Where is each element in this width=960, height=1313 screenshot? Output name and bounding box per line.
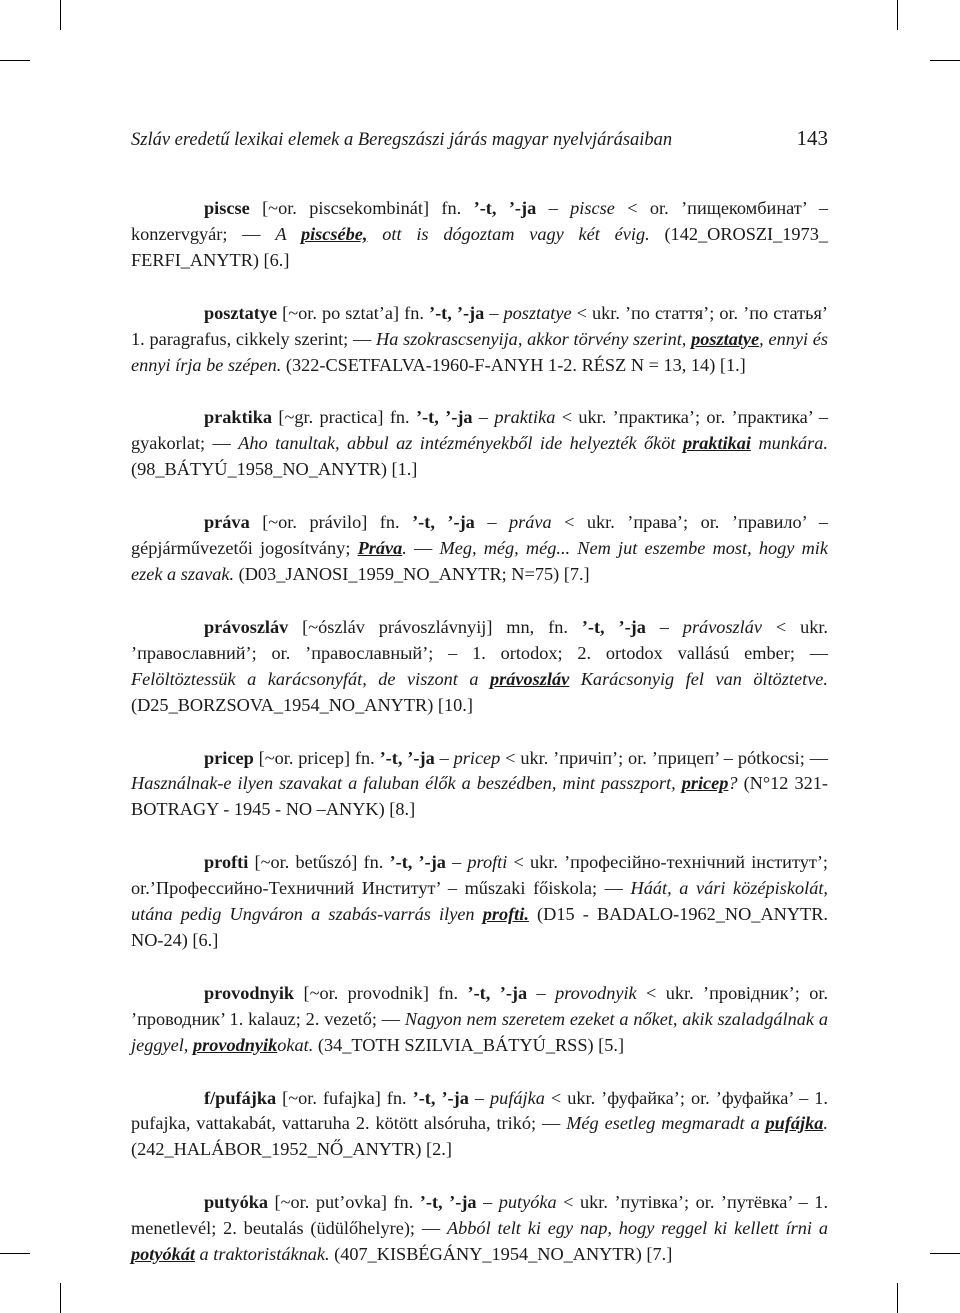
dash: –	[434, 747, 454, 768]
definition: < ukr. ’фуфайка’; or. ’фуфайка’ – 1. pufajka, vattakabát, vattaruha 2. kötött alsóruha, trikó; ––	[131, 1087, 828, 1134]
crop-mark-top-right	[897, 0, 898, 30]
definition: < ukr. ’права’; or. ’правило’ – gépjárművezetői jogosítvány;	[131, 512, 829, 559]
crop-mark-left-lower	[0, 1253, 30, 1254]
example-text: .	[823, 1113, 828, 1134]
headword: práva	[204, 512, 250, 533]
dictionary-entry	[131, 1086, 828, 1164]
etymology: [~or. provodnik] fn.	[294, 982, 468, 1003]
dictionary-entry	[131, 301, 828, 379]
source-reference: (34_TOTH SZILVIA_BÁTYÚ_RSS) [5.]	[313, 1034, 625, 1055]
example-emphasis: posztatye	[691, 328, 760, 349]
definition: < ukr. ’провідник’; or. ’проводник’ 1. kalauz; 2. vezető; ––	[131, 982, 829, 1029]
source-reference: (D25_BORZSOVA_1954_NO_ANYTR) [10.]	[131, 694, 473, 715]
dash: –	[645, 616, 683, 637]
suffixes: ’-t, ’-ja	[415, 407, 473, 428]
crop-mark-bottom-left	[60, 1283, 61, 1313]
example-text: Háát, a vári középiskolát, utána pedig Ungváron a szabás-varrás ilyen	[131, 878, 828, 925]
definition: < ukr. ’по статтяʼ; or. ’по статья’ 1. paragrafus, cikkely szerint; ––	[131, 302, 829, 349]
example-text: ott is dógoztam vagy két évig.	[367, 223, 650, 244]
dialect-form: právoszláv	[682, 616, 763, 637]
dash: –	[536, 198, 571, 218]
example-emphasis: praktikai	[682, 433, 752, 454]
dash: –	[484, 302, 504, 323]
running-title: Szláv eredetű lexikai elemek a Beregszászi járás magyar nyelvjárásaiban	[131, 130, 673, 150]
source-reference: (D15 - BADALO-1962_NO_ANYTR. NO-24) [6.]	[131, 904, 828, 950]
example-text: . –– Meg, még, még... Nem jut eszembe most, hogy mik ezek a szavak.	[131, 538, 828, 584]
page-number: 143	[796, 126, 828, 150]
example-emphasis: pricep	[681, 773, 729, 794]
crop-mark-right-upper	[930, 60, 960, 61]
example-text: okat.	[277, 1034, 314, 1055]
headword: pricep	[204, 747, 254, 768]
etymology: [~or. pricep] fn.	[253, 747, 380, 768]
example-text: Ha szokrascsenyija, akkor törvény szerint,	[376, 328, 692, 349]
running-header	[131, 124, 828, 160]
definition: < ukr. ’путівка’; or. ’путёвка’ – 1. menetlevél; 2. beutalás (üdülőhelyre); ––	[131, 1192, 829, 1239]
dash: –	[472, 407, 495, 428]
dialect-form: práva	[508, 512, 552, 533]
example-text: Abból telt ki egy nap, hogy reggel ki kellett írni a	[446, 1218, 828, 1239]
etymology: [~or. právilo] fn.	[249, 512, 413, 533]
etymology: [~or. po sztat’a] fn.	[277, 302, 429, 323]
dialect-form: profti	[467, 852, 508, 873]
source-reference: (142_OROSZI_1973_ FERFI_ANYTR) [6.]	[131, 223, 828, 270]
suffixes: ’-t, ’-ja	[581, 616, 646, 637]
dictionary-entry	[131, 405, 828, 483]
etymology: [~ószláv právoszlávnyij] mn, fn.	[288, 616, 582, 637]
suffixes: ’-t, ’-ja	[473, 198, 537, 218]
headword: posztatye	[204, 302, 278, 323]
example-emphasis: profti.	[482, 904, 529, 925]
dash: –	[468, 1087, 491, 1108]
suffixes: ’-t, ’-ja	[428, 302, 485, 323]
crop-mark-bottom-right	[897, 1283, 898, 1313]
example-text: , ennyi és ennyi írja be szépen.	[131, 328, 829, 375]
example-text: Még esetleg megmaradt a	[566, 1113, 766, 1134]
example-sentence	[566, 1113, 828, 1133]
source-reference: (N°12 321-BOTRAGY - 1945 - NO –ANYK) [8.]	[131, 773, 828, 820]
headword: provodnyik	[204, 982, 295, 1003]
dialect-form: pufájka	[490, 1087, 545, 1108]
crop-mark-left-upper	[0, 60, 30, 61]
example-text: Aho tanultak, abbul az intézményekből ide helyezték őköt	[238, 433, 683, 454]
source-reference: (242_HALÁBOR_1952_NŐ_ANYTR) [2.]	[131, 1139, 452, 1160]
definition: < or. ’пищекомбинат’ – konzervgyár; ––	[131, 198, 828, 244]
suffixes: ’-t, ’-ja	[467, 982, 528, 1003]
example-sentence	[275, 224, 649, 244]
dictionary-body	[131, 196, 828, 1295]
dictionary-entry	[131, 1190, 828, 1268]
headword: piscse	[204, 198, 250, 218]
suffixes: ’-t, ’-ja	[419, 1192, 477, 1213]
example-text: Felöltöztessük a karácsonyfát, de viszont a	[131, 668, 490, 689]
example-text: a traktoristáknak.	[194, 1244, 330, 1265]
dialect-form: pricep	[453, 747, 501, 768]
example-emphasis: Práva	[357, 538, 403, 559]
definition: < ukr. ’професійно-технічний інститут’; or.’Профессийно-Техничний Институт’ – műszaki főiskola; ––	[131, 852, 829, 899]
suffixes: ’-t, ’-ja	[412, 512, 475, 533]
etymology: [~or. put’ovka] fn.	[268, 1192, 420, 1213]
dialect-form: praktika	[494, 407, 556, 428]
etymology: [~gr. practica] fn.	[272, 407, 416, 428]
dictionary-entry	[131, 196, 828, 274]
dialect-form: piscse	[570, 198, 615, 218]
example-emphasis: potyókát	[131, 1244, 195, 1265]
dash: –	[476, 1192, 499, 1213]
example-text: ?	[728, 773, 738, 794]
headword: právoszláv	[204, 616, 289, 637]
headword: praktika	[204, 407, 273, 428]
source-reference: (322-CSETFALVA-1960-F-ANYH 1-2. RÉSZ N = 13, 14) [1.]	[281, 354, 746, 375]
etymology: [~or. betűszó] fn.	[248, 852, 390, 873]
headword: putyóka	[204, 1192, 269, 1213]
suffixes: ’-t, ’-ja	[379, 747, 435, 768]
source-reference: (98_BÁTYÚ_1958_NO_ANYTR) [1.]	[131, 459, 418, 480]
crop-mark-top-left	[60, 0, 61, 30]
headword: profti	[204, 852, 249, 873]
dictionary-entry	[131, 615, 828, 719]
dash: –	[474, 512, 509, 533]
etymology: [~or. piscsekombinát] fn.	[249, 198, 474, 218]
example-text: Nagyon nem szeretem ezeket a nőket, akik szaladgálnak a jeggyel,	[131, 1008, 828, 1055]
dialect-form: putyóka	[498, 1192, 557, 1213]
definition: < ukr. ’причіп’; or. ’прицеп’ – pótkocsi; ––	[500, 747, 828, 768]
example-text: Karácsonyig fel van öltöztetve.	[569, 668, 828, 689]
source-reference: (D03_JANOSI_1959_NO_ANYTR; N=75) [7.]	[234, 563, 590, 584]
suffixes: ’-t, ’-ja	[389, 852, 446, 873]
dialect-form: provodnyik	[555, 982, 637, 1003]
example-text: munkára.	[751, 433, 829, 454]
dash: –	[445, 852, 468, 873]
source-reference: (407_KISBÉGÁNY_1954_NO_ANYTR) [7.]	[329, 1244, 673, 1265]
suffixes: ’-t, ’-ja	[412, 1087, 469, 1108]
example-sentence	[238, 433, 828, 453]
definition: < ukr. ’практика’; or. ’практика’ – gyakorlat; ––	[131, 407, 829, 454]
example-emphasis: právoszláv	[490, 668, 570, 689]
example-sentence	[131, 773, 738, 793]
example-text: A	[275, 223, 301, 244]
dictionary-entry	[131, 510, 828, 588]
dictionary-entry	[131, 746, 828, 824]
definition: < ukr. ’православний’; or. ’православный’; – 1. ortodox; 2. ortodox vallású ember; ––	[131, 616, 828, 663]
example-emphasis: piscsébe,	[300, 223, 368, 244]
dictionary-entry	[131, 850, 828, 954]
etymology: [~or. fufajka] fn.	[276, 1087, 413, 1108]
dialect-form: posztatye	[503, 302, 572, 323]
headword: f/pufájka	[204, 1087, 277, 1108]
example-sentence	[131, 669, 828, 689]
example-text: Használnak-e ilyen szavakat a faluban élők a beszédben, mint passzport,	[131, 773, 682, 794]
dictionary-entry	[131, 981, 828, 1059]
dash: –	[527, 982, 556, 1003]
example-emphasis: pufájka	[765, 1113, 824, 1134]
example-emphasis: provodnyik	[192, 1034, 278, 1055]
crop-mark-right-lower	[930, 1253, 960, 1254]
